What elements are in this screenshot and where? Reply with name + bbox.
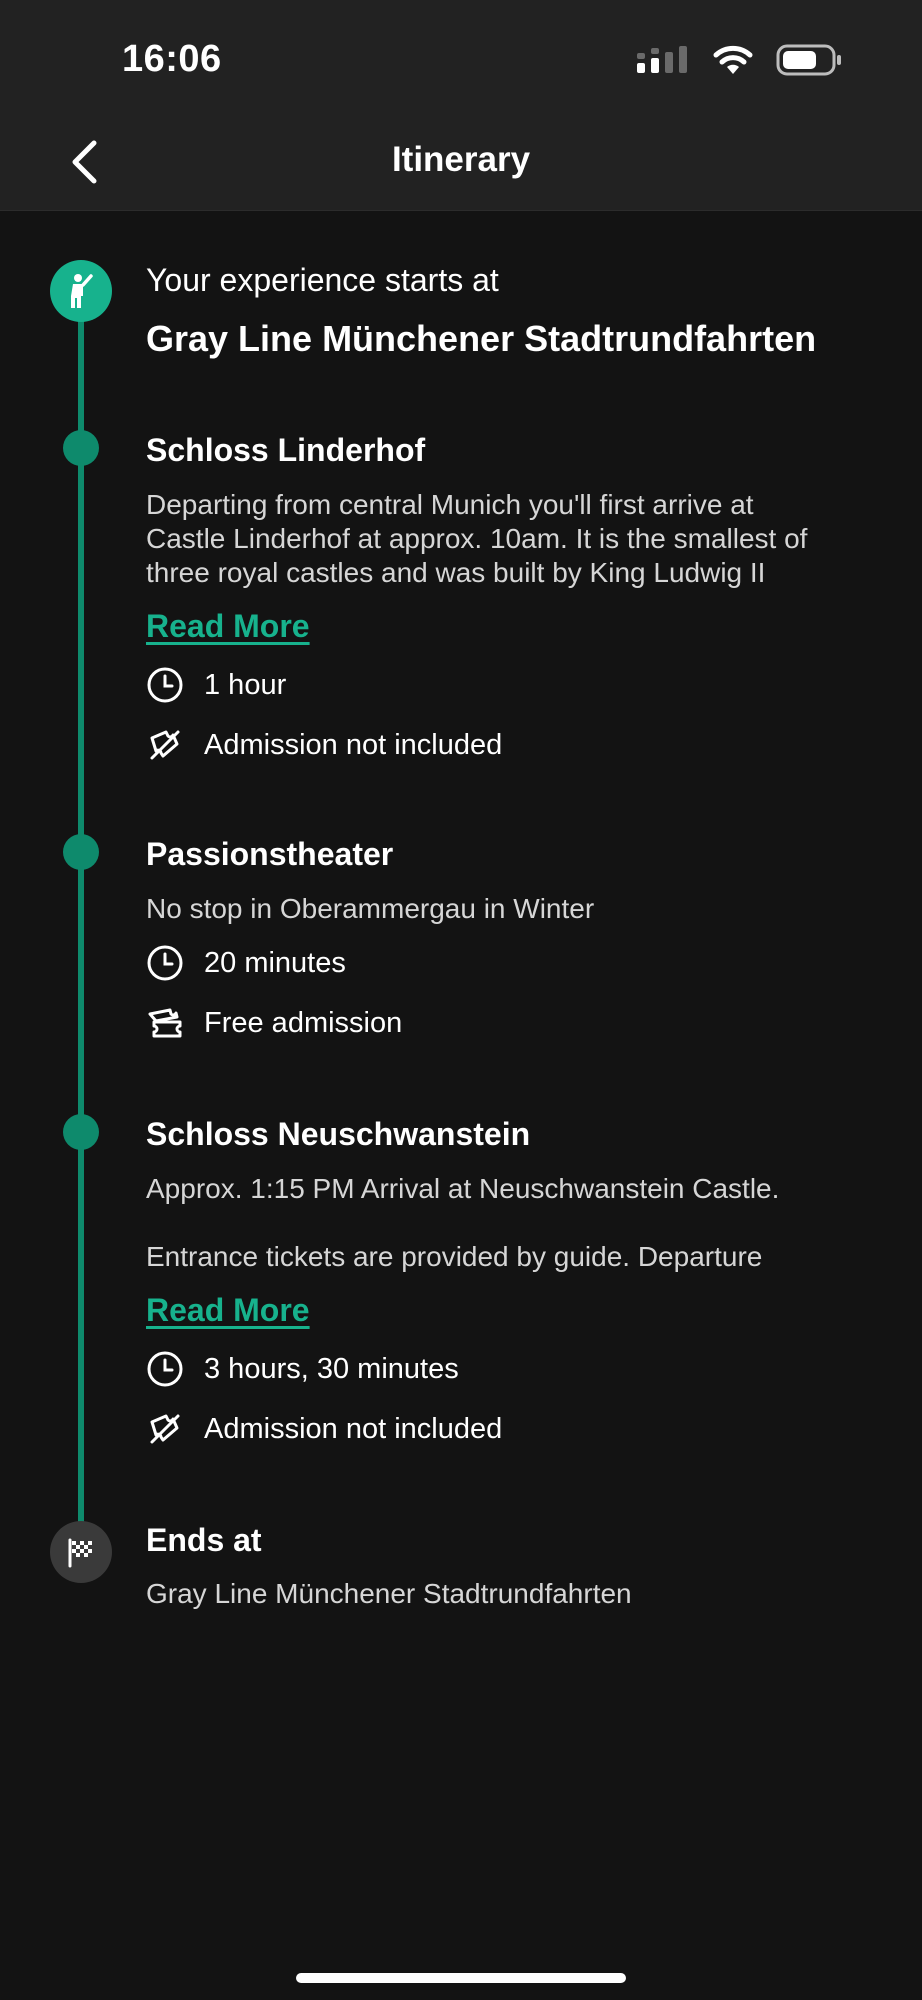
duration-row <box>146 666 286 704</box>
admission-text: Admission not included <box>204 1412 503 1445</box>
status-time: 16:06 <box>122 38 222 80</box>
duration-row <box>146 1350 459 1388</box>
page-title: Itinerary <box>391 140 531 179</box>
person-waving-icon <box>64 272 98 310</box>
timeline-dot <box>63 1114 99 1150</box>
top-bar <box>0 0 922 211</box>
duration-text: 3 hours, 30 minutes <box>204 1352 459 1385</box>
duration-row <box>146 944 346 982</box>
status-icons <box>636 44 842 81</box>
ticket-icon <box>146 1004 184 1042</box>
stop-description-line: Approx. 1:15 PM Arrival at Neuschwanstein Castle. <box>146 1173 780 1204</box>
start-place: Gray Line Münchener Stadtrundfahrten <box>146 318 817 359</box>
read-more-link[interactable]: Read More <box>146 1292 310 1328</box>
start-node <box>50 260 112 322</box>
admission-text: Admission not included <box>204 728 503 761</box>
end-title: Ends at <box>146 1522 262 1558</box>
wifi-icon <box>712 44 754 81</box>
ticket-off-icon <box>146 1410 184 1448</box>
stop-title: Passionstheater <box>146 836 394 872</box>
ticket-off-icon <box>146 726 184 764</box>
admission-row <box>146 726 502 764</box>
duration-text: 1 hour <box>204 668 287 701</box>
stop-description-line: Castle Linderhof at approx. 10am. It is the smallest of <box>146 523 808 554</box>
duration-text: 20 minutes <box>204 946 346 979</box>
stop-description-line: three royal castles and was built by King Ludwig II <box>146 557 766 588</box>
timeline-dot <box>63 430 99 466</box>
timeline-line <box>78 290 84 1530</box>
end-place: Gray Line Münchener Stadtrundfahrten <box>146 1578 632 1609</box>
clock-icon <box>146 1350 184 1388</box>
clock-icon <box>146 944 184 982</box>
start-intro: Your experience starts at <box>146 262 499 298</box>
stop-title: Schloss Linderhof <box>146 432 426 468</box>
stop-description-line: Departing from central Munich you'll first arrive at <box>146 489 754 520</box>
checkered-flag-icon <box>65 1536 97 1568</box>
timeline-dot <box>63 834 99 870</box>
clock-icon <box>146 666 184 704</box>
stop-title: Schloss Neuschwanstein <box>146 1116 531 1152</box>
admission-text: Free admission <box>204 1006 403 1039</box>
home-indicator[interactable] <box>296 1973 626 1983</box>
admission-row <box>146 1410 502 1448</box>
battery-icon <box>776 44 842 81</box>
end-node <box>50 1521 112 1583</box>
read-more-link[interactable]: Read More <box>146 608 310 644</box>
cellular-signal-icon <box>636 45 690 80</box>
admission-row <box>146 1004 402 1042</box>
stop-description-line: Entrance tickets are provided by guide. Departure <box>146 1241 763 1272</box>
stop-description-line: No stop in Oberammergau in Winter <box>146 893 595 924</box>
